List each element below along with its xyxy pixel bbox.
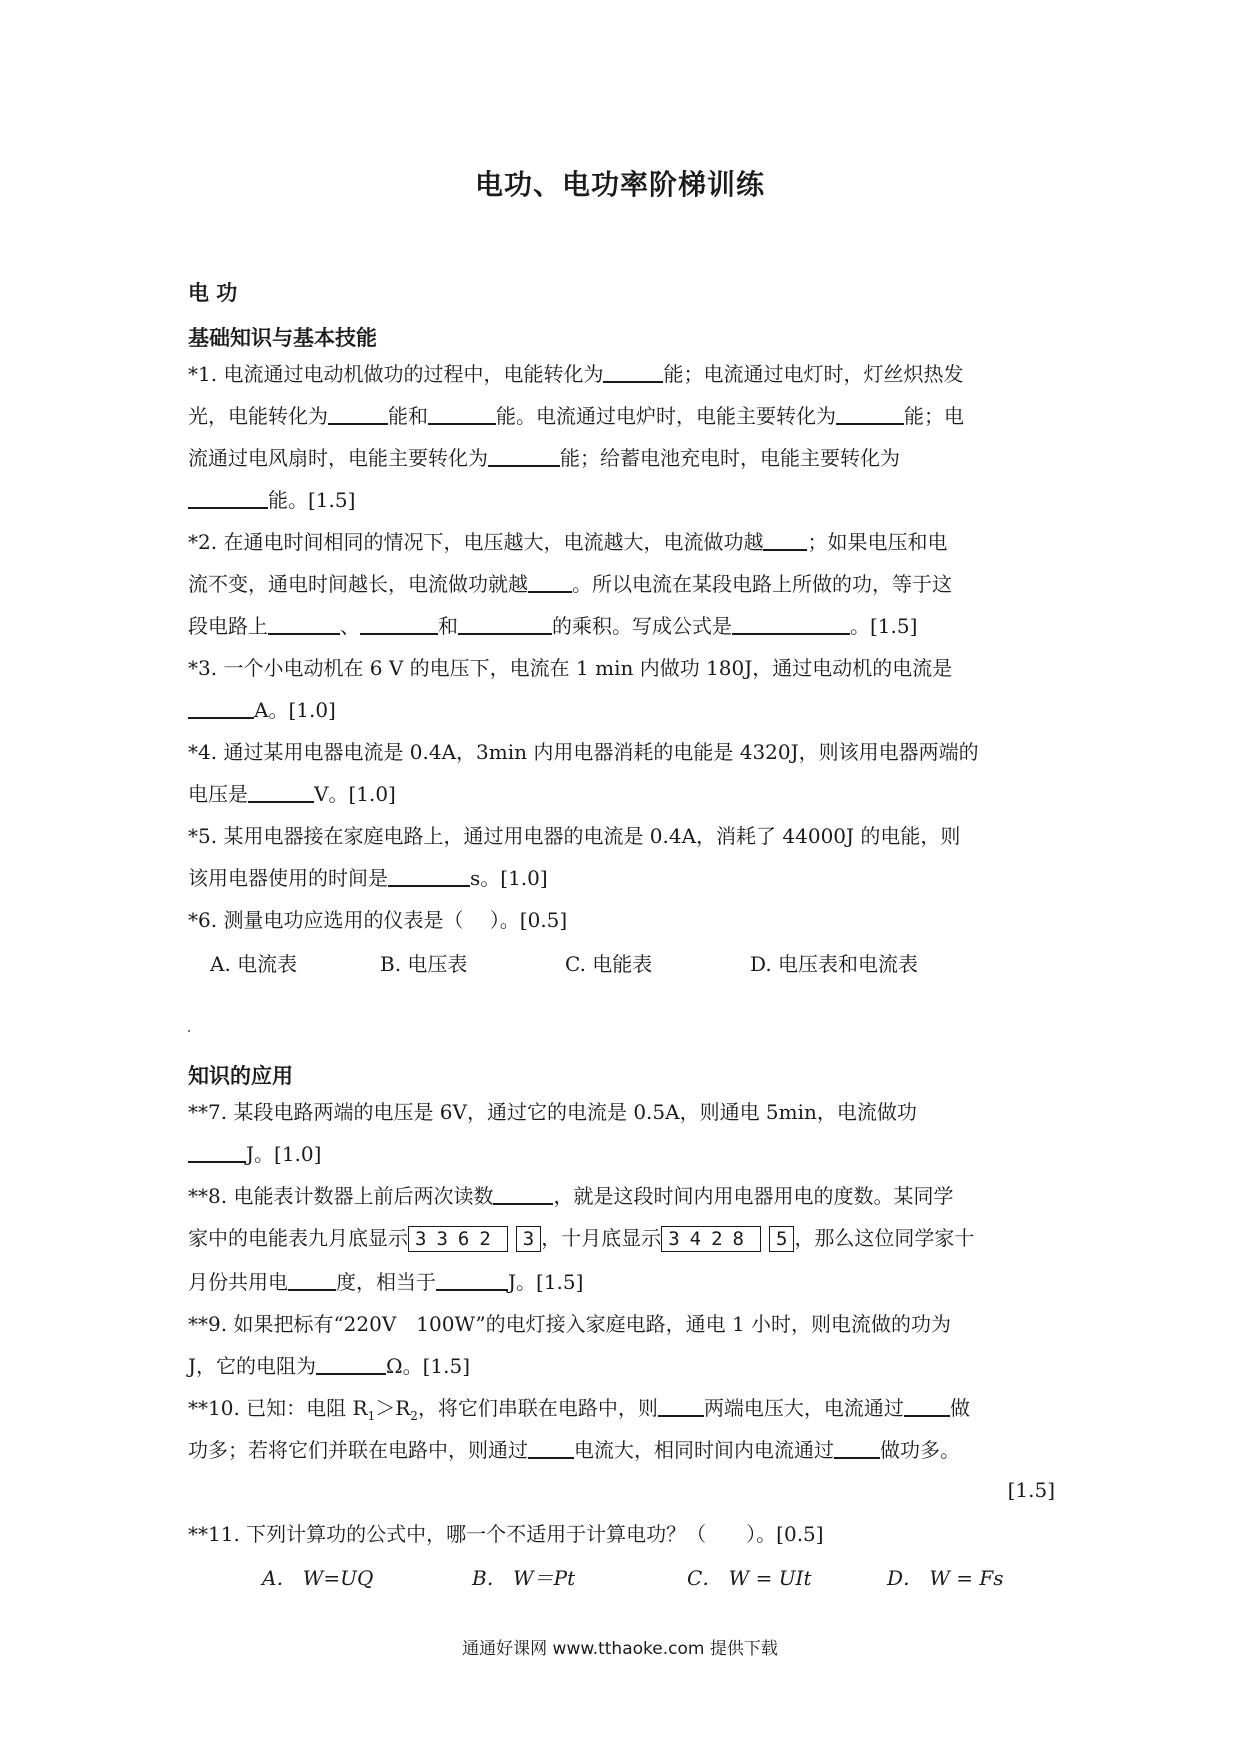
question-1-line-1: *1. 电流通过电动机做功的过程中，电能转化为 能；电流通过电灯时，灯丝炽热发 [188, 362, 964, 386]
question-8-line-3: 月份共用电 度，相当于 J。[1.5] [188, 1270, 584, 1294]
question-8-line-2: 家中的电能表九月底显示 3362 3 ，十月底显示 3428 5 ，那么这位同学家十 [188, 1226, 975, 1250]
question-11-line-1: **11. 下列计算功的公式中，哪一个不适用于计算电功？（ ）。[0.5] [188, 1522, 824, 1546]
stray-mark [188, 1030, 190, 1032]
footer-credit: 通通好课网 www.tthaoke.com 提供下载 [462, 1639, 778, 1659]
answer-blank[interactable] [188, 1141, 246, 1163]
question-7-line-1: **7. 某段电路两端的电压是 6V，通过它的电流是 0.5A，则通电 5min，电流做功 [188, 1100, 917, 1124]
question-2-line-2: 流不变，通电时间越长，电流做功就越 。所以电流在某段电路上所做的功，等于这 [188, 572, 952, 596]
answer-blank[interactable] [904, 1395, 950, 1417]
answer-blank[interactable] [528, 1437, 574, 1459]
choice-b[interactable]: B. 电压表 [380, 952, 468, 976]
answer-blank[interactable] [288, 1269, 336, 1291]
subsection-application: 知识的应用 [188, 1064, 293, 1088]
choice-c[interactable]: C． W = UIt [687, 1566, 812, 1590]
answer-blank[interactable] [360, 613, 438, 635]
question-2-line-3: 段电路上 、 和 的乘积。写成公式是 。[1.5] [188, 614, 918, 638]
question-5-line-2: 该用电器使用的时间是 s。[1.0] [188, 866, 548, 890]
answer-blank[interactable] [188, 487, 268, 509]
question-10-score: [1.5] [1007, 1478, 1055, 1502]
question-10-line-1: **10. 已知：电阻 $R_1>R_2$，将它们串联在电路中，则 两端电压大，电流通过 做 [188, 1396, 970, 1423]
question-4-line-1: *4. 通过某用电器电流是 0.4A，3min 内用电器消耗的电能是 4320J，则该用电器两端的 [188, 740, 979, 764]
answer-blank[interactable] [834, 1437, 880, 1459]
question-1-line-2: 光，电能转化为 能和 能。电流通过电炉时，电能主要转化为 能；电 [188, 404, 964, 428]
answer-blank[interactable] [732, 613, 850, 635]
choice-a[interactable]: A． W=UQ [262, 1566, 374, 1590]
question-2-line-1: *2. 在通电时间相同的情况下，电压越大，电流越大，电流做功越 ；如果电压和电 [188, 530, 948, 554]
meter-reading-september: 3362 [408, 1226, 508, 1252]
question-8-line-1: **8. 电能表计数器上前后两次读数 ，就是这段时间内用电器用电的度数。某同学 [188, 1184, 954, 1208]
choice-d[interactable]: D. 电压表和电流表 [750, 952, 919, 976]
question-9-line-2: J，它的电阻为 Ω。[1.5] [188, 1354, 471, 1378]
answer-blank[interactable] [388, 865, 470, 887]
question-5-line-1: *5. 某用电器接在家庭电路上，通过用电器的电流是 0.4A，消耗了 44000J 的电能，则 [188, 824, 961, 848]
answer-blank[interactable] [248, 781, 314, 803]
answer-blank[interactable] [188, 697, 254, 719]
question-6-choices [210, 948, 1050, 978]
answer-blank[interactable] [658, 1395, 704, 1417]
question-11-choices [262, 1562, 1022, 1592]
answer-blank[interactable] [493, 1183, 553, 1205]
question-9-line-1: **9. 如果把标有“220V 100W”的电灯接入家庭电路，通电 1 小时，则电流做的功为 [188, 1312, 952, 1336]
question-1-line-3: 流通过电风扇时，电能主要转化为 能；给蓄电池充电时，电能主要转化为 [188, 446, 900, 470]
question-3-line-2: A。[1.0] [188, 696, 1058, 724]
answer-blank[interactable] [458, 613, 552, 635]
answer-blank[interactable] [603, 361, 663, 383]
meter-reading-october-decimal: 5 [769, 1226, 794, 1252]
answer-blank[interactable] [836, 403, 904, 425]
page-title: 电功、电功率阶梯训练 [474, 168, 765, 201]
question-4-line-2: 电压是 V。[1.0] [188, 782, 396, 806]
choice-c[interactable]: C. 电能表 [565, 952, 653, 976]
section-heading: 电 功 [188, 281, 238, 305]
choice-a[interactable]: A. 电流表 [210, 952, 298, 976]
question-3-line-1: *3. 一个小电动机在 6 V 的电压下，电流在 1 min 内做功 180J，通过电动机的电流是 [188, 656, 953, 680]
meter-reading-october: 3428 [661, 1226, 761, 1252]
answer-blank[interactable] [316, 1353, 386, 1375]
choice-d[interactable]: D． W = Fs [887, 1566, 1004, 1590]
answer-blank[interactable] [488, 445, 560, 467]
answer-blank[interactable] [528, 571, 572, 593]
question-1-line-4: 能。[1.5] [188, 486, 1058, 514]
question-6-line-1: *6. 测量电功应选用的仪表是（ ）。[0.5] [188, 908, 568, 932]
answer-blank[interactable] [763, 529, 807, 551]
subsection-basic: 基础知识与基本技能 [188, 326, 377, 350]
answer-blank[interactable] [436, 1269, 508, 1291]
answer-blank[interactable] [428, 403, 496, 425]
answer-blank[interactable] [268, 613, 340, 635]
question-7-line-2: J。[1.0] [188, 1140, 1058, 1168]
question-10-line-2: 功多；若将它们并联在电路中，则通过 电流大，相同时间内电流通过 做功多。 [188, 1438, 960, 1462]
answer-blank[interactable] [328, 403, 388, 425]
meter-reading-september-decimal: 3 [516, 1226, 541, 1252]
choice-b[interactable]: B． W＝Pt [472, 1566, 576, 1590]
